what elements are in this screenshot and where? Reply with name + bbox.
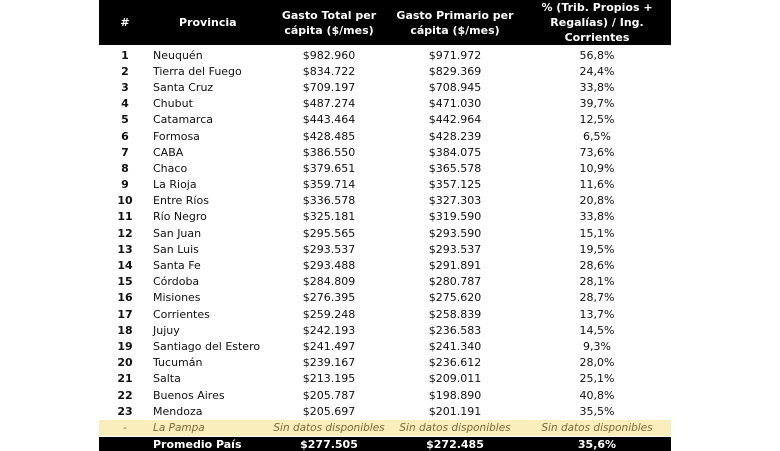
- table-body: [99, 45, 671, 419]
- cell-num: 18: [117, 323, 133, 337]
- cell-gasto-primario: $384.075: [428, 145, 482, 159]
- cell-gasto-total: $293.537: [302, 242, 356, 256]
- footer-pct: 35,6%: [577, 437, 617, 451]
- cell-provincia: San Juan: [153, 226, 202, 240]
- cell-num: 23: [117, 404, 133, 418]
- cell-pct: 39,7%: [579, 97, 615, 111]
- cell-pct: 33,8%: [579, 210, 615, 224]
- cell-gasto-primario: $201.191: [428, 404, 482, 418]
- table-row: [99, 274, 671, 290]
- table-row: [99, 387, 671, 403]
- cell-gasto-primario: $293.590: [428, 226, 482, 240]
- cell-num: 2: [121, 64, 129, 78]
- cell-num: 16: [117, 291, 133, 305]
- cell-num: 8: [121, 161, 129, 175]
- table-row: [99, 290, 671, 306]
- table-row: [99, 63, 671, 79]
- cell-provincia: CABA: [153, 145, 184, 159]
- cell-gasto-total: $834.722: [302, 64, 356, 78]
- cell-num: 7: [121, 145, 129, 159]
- cell-num: 15: [117, 275, 133, 289]
- cell-num: 19: [117, 339, 133, 353]
- cell-num: 1: [121, 48, 129, 62]
- cell-gasto-total: $386.550: [302, 145, 356, 159]
- cell-gasto-total: $443.464: [302, 113, 356, 127]
- cell-pct: 15,1%: [579, 226, 615, 240]
- cell-pct: 25,1%: [579, 372, 615, 386]
- cell-num: 14: [117, 259, 133, 273]
- cell-pct: 28,6%: [579, 259, 615, 273]
- cell-pct: 56,8%: [579, 48, 615, 62]
- cell-gasto-total: $213.195: [302, 372, 356, 386]
- cell-gasto-primario: $708.945: [428, 80, 482, 94]
- cell-gasto-total: $982.960: [302, 48, 356, 62]
- cell-pct: 24,4%: [579, 64, 615, 78]
- cell-gasto-total: $428.485: [302, 129, 356, 143]
- table-row: [99, 79, 671, 95]
- table-row: [99, 338, 671, 354]
- cell-pct: 19,5%: [579, 242, 615, 256]
- cell-provincia: Misiones: [153, 291, 201, 305]
- special-gasto-primario: Sin datos disponibles: [399, 422, 511, 435]
- cell-pct: 11,6%: [579, 178, 615, 192]
- cell-pct: 35,5%: [579, 404, 615, 418]
- footer-gasto-total: $277.505: [300, 437, 358, 451]
- special-row: [99, 420, 671, 436]
- cell-provincia: Santiago del Estero: [153, 339, 261, 353]
- cell-num: 10: [117, 194, 133, 208]
- header-pct: % (Trib. Propios + Regalías) / Ing. Corrientes: [541, 1, 653, 44]
- header-gasto-total: Gasto Total per cápita ($/mes): [281, 8, 377, 37]
- cell-num: 4: [121, 97, 129, 111]
- cell-gasto-primario: $280.787: [428, 275, 482, 289]
- cell-provincia: San Luis: [153, 242, 199, 256]
- cell-gasto-total: $336.578: [302, 194, 356, 208]
- cell-num: 21: [117, 372, 133, 386]
- table-row: [99, 241, 671, 257]
- cell-gasto-total: $325.181: [302, 210, 356, 224]
- cell-gasto-total: $239.167: [302, 356, 356, 370]
- table-row: [99, 47, 671, 63]
- cell-pct: 10,9%: [579, 161, 615, 175]
- cell-gasto-total: $205.787: [302, 388, 356, 402]
- cell-gasto-primario: $428.239: [428, 129, 482, 143]
- cell-gasto-primario: $829.369: [428, 64, 482, 78]
- table-row: [99, 128, 671, 144]
- cell-pct: 12,5%: [579, 113, 615, 127]
- cell-provincia: Tierra del Fuego: [153, 64, 242, 78]
- cell-provincia: Chaco: [153, 161, 188, 175]
- cell-gasto-primario: $258.839: [428, 307, 482, 321]
- cell-pct: 6,5%: [583, 129, 611, 143]
- cell-gasto-primario: $236.612: [428, 356, 482, 370]
- cell-gasto-primario: $442.964: [428, 113, 482, 127]
- table-row: [99, 160, 671, 176]
- cell-provincia: Salta: [153, 372, 181, 386]
- cell-provincia: Entre Ríos: [153, 194, 209, 208]
- cell-gasto-total: $709.197: [302, 80, 356, 94]
- cell-gasto-primario: $241.340: [428, 339, 482, 353]
- cell-provincia: Santa Fe: [153, 259, 201, 273]
- cell-provincia: Formosa: [153, 129, 200, 143]
- cell-pct: 13,7%: [579, 307, 615, 321]
- cell-num: 5: [121, 113, 129, 127]
- cell-gasto-total: $379.651: [302, 161, 356, 175]
- table-row: [99, 306, 671, 322]
- cell-pct: 28,1%: [579, 275, 615, 289]
- cell-gasto-total: $295.565: [302, 226, 356, 240]
- footer-row: [99, 437, 671, 451]
- cell-gasto-primario: $209.011: [428, 372, 482, 386]
- cell-provincia: Santa Cruz: [153, 80, 214, 94]
- cell-num: 9: [121, 178, 129, 192]
- cell-gasto-total: $241.497: [302, 339, 356, 353]
- table-row: [99, 355, 671, 371]
- table-row: [99, 209, 671, 225]
- cell-num: 6: [121, 129, 129, 143]
- special-pct: Sin datos disponibles: [541, 422, 653, 435]
- table-row: [99, 144, 671, 160]
- cell-pct: 9,3%: [583, 339, 611, 353]
- cell-pct: 14,5%: [579, 323, 615, 337]
- cell-pct: 20,8%: [579, 194, 615, 208]
- cell-provincia: Río Negro: [153, 210, 207, 224]
- cell-gasto-total: $205.697: [302, 404, 356, 418]
- cell-gasto-total: $242.193: [302, 323, 356, 337]
- cell-num: 20: [117, 356, 133, 370]
- cell-pct: 28,0%: [579, 356, 615, 370]
- footer-provincia: Promedio País: [153, 437, 242, 451]
- table-row: [99, 257, 671, 273]
- cell-pct: 33,8%: [579, 80, 615, 94]
- cell-pct: 40,8%: [579, 388, 615, 402]
- cell-gasto-primario: $971.972: [428, 48, 482, 62]
- table-row: [99, 225, 671, 241]
- cell-gasto-primario: $365.578: [428, 161, 482, 175]
- cell-gasto-primario: $471.030: [428, 97, 482, 111]
- cell-gasto-primario: $198.890: [428, 388, 482, 402]
- cell-gasto-primario: $275.620: [428, 291, 482, 305]
- header-provincia: Provincia: [179, 16, 237, 29]
- cell-provincia: Neuquén: [153, 48, 203, 62]
- cell-gasto-primario: $236.583: [428, 323, 482, 337]
- cell-provincia: Tucumán: [153, 356, 203, 370]
- cell-gasto-total: $293.488: [302, 259, 356, 273]
- cell-provincia: Córdoba: [153, 275, 200, 289]
- table-row: [99, 371, 671, 387]
- table-row: [99, 193, 671, 209]
- cell-gasto-primario: $291.891: [428, 259, 482, 273]
- cell-provincia: Chubut: [153, 97, 193, 111]
- table-row: [99, 322, 671, 338]
- cell-num: 12: [117, 226, 133, 240]
- cell-gasto-primario: $293.537: [428, 242, 482, 256]
- special-provincia: La Pampa: [153, 422, 205, 435]
- cell-gasto-total: $359.714: [302, 178, 356, 192]
- cell-gasto-total: $487.274: [302, 97, 356, 111]
- cell-provincia: Catamarca: [153, 113, 214, 127]
- cell-num: 11: [117, 210, 133, 224]
- header-num: #: [120, 16, 130, 29]
- table-row: [99, 177, 671, 193]
- table-header: [99, 0, 671, 45]
- cell-provincia: La Rioja: [153, 178, 197, 192]
- footer-gasto-primario: $272.485: [426, 437, 484, 451]
- cell-provincia: Corrientes: [153, 307, 210, 321]
- header-gasto-primario: Gasto Primario per cápita ($/mes): [396, 8, 514, 37]
- cell-provincia: Jujuy: [153, 323, 180, 337]
- table-row: [99, 403, 671, 419]
- cell-pct: 73,6%: [579, 145, 615, 159]
- cell-num: 13: [117, 242, 133, 256]
- cell-num: 3: [121, 80, 129, 94]
- cell-pct: 28,7%: [579, 291, 615, 305]
- table-row: [99, 96, 671, 112]
- table-row: [99, 112, 671, 128]
- cell-provincia: Buenos Aires: [153, 388, 225, 402]
- cell-gasto-total: $284.809: [302, 275, 356, 289]
- cell-provincia: Mendoza: [153, 404, 203, 418]
- cell-num: 22: [117, 388, 133, 402]
- cell-gasto-total: $276.395: [302, 291, 356, 305]
- cell-gasto-primario: $327.303: [428, 194, 482, 208]
- provinces-table: [99, 0, 671, 451]
- cell-gasto-total: $259.248: [302, 307, 356, 321]
- special-num: -: [123, 422, 127, 435]
- cell-gasto-primario: $319.590: [428, 210, 482, 224]
- cell-gasto-primario: $357.125: [428, 178, 482, 192]
- special-gasto-total: Sin datos disponibles: [273, 422, 385, 435]
- cell-num: 17: [117, 307, 133, 321]
